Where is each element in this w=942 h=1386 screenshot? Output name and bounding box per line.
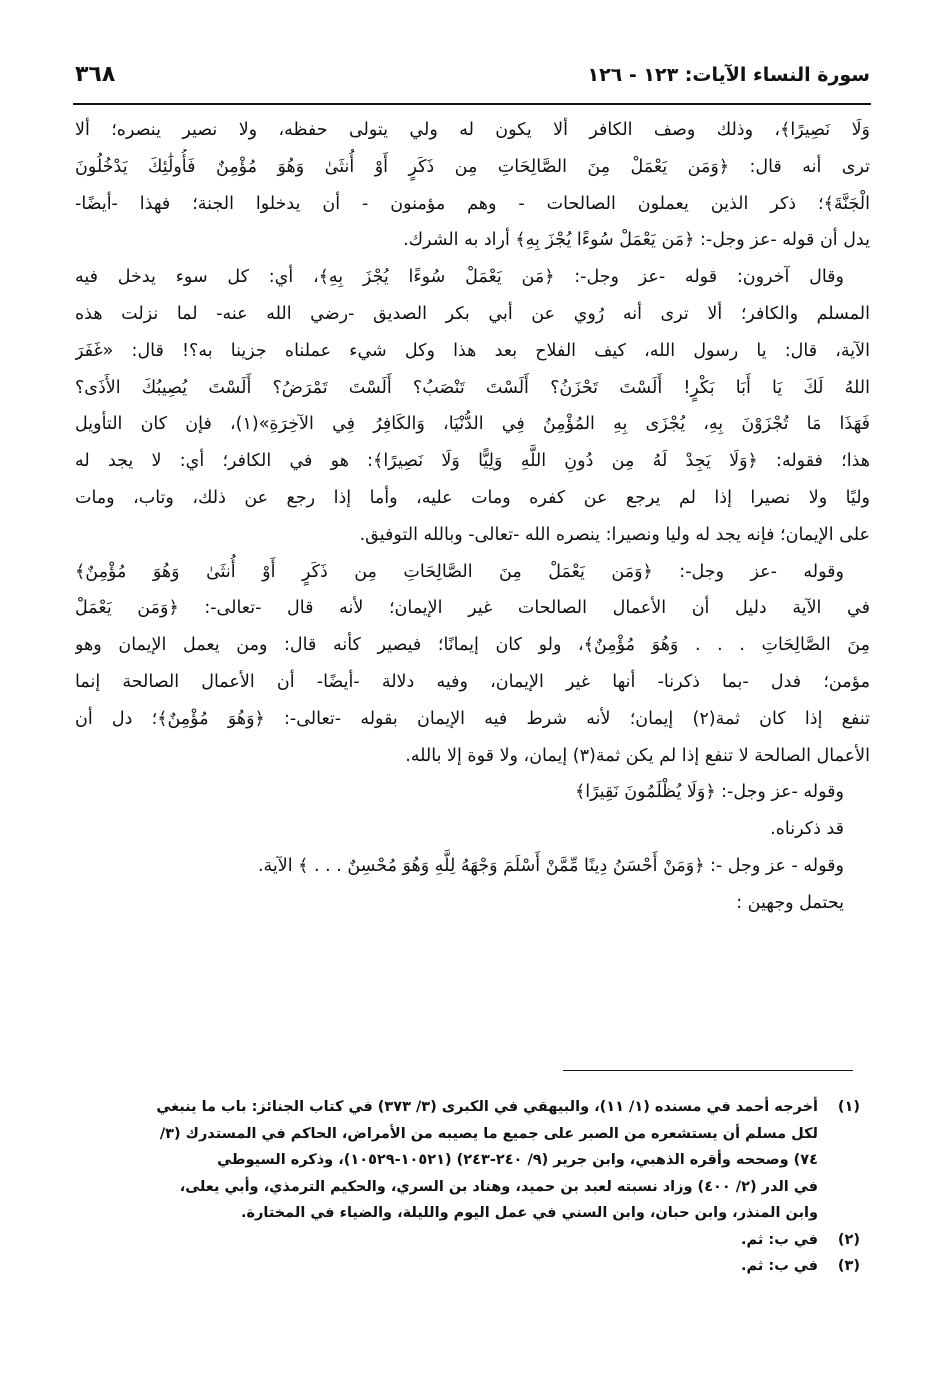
footnote-number: (٣)	[837, 1258, 860, 1274]
footnote-line: في ب: ثم.	[741, 1258, 818, 1274]
text-line: الأعمال الصالحة لا تنفع إذا لم يكن ثمة(٣) إيمان، ولا قوة إلا بالله.	[405, 745, 870, 766]
text-line: مِنَ الصَّالِحَاتِ . . . وَهُوَ مُؤْمِنٌ﴾، ولو كان إيمانًا؛ فيصير كأنه قال: ومن يعمل الإيمان وهو	[75, 635, 870, 656]
text-line: وليًا ولا نصيرا إذا لم يرجع عن كفره ومات عليه، وأما إذا رجع عن ذلك، وتاب، ومات	[75, 487, 870, 508]
text-line: الآية، قال: يا رسول الله، كيف الفلاح بعد هذا وكل شيء عملناه جزينا به؟! قال: «غَفَرَ	[75, 340, 870, 361]
text-line: المسلم والكافر؛ ألا ترى أنه رُوي عن أبي بكر الصديق -رضي الله عنه- لما نزلت هذه	[75, 303, 870, 324]
text-line: تنفع إذا كان ثمة(٢) إيمان؛ لأنه شرط فيه الإيمان بقوله -تعالى-: ﴿وَهُوَ مُؤْمِنٌ﴾؛ دل أن	[75, 708, 870, 729]
page-number: ٣٦٨	[75, 62, 116, 87]
footnote-line: لكل مسلم أن يستشعره من الصبر على جميع ما يصيبه من الأمراض، الحاكم في المستدرك (٣/	[159, 1125, 818, 1142]
text-line: هذا؛ فقوله: ﴿وَلَا يَجِدْ لَهُ مِن دُونِ اللَّهِ وَلِيًّا وَلَا نَصِيرًا﴾: هو في الكافر؛ أي: لا يجد له	[75, 451, 870, 472]
footnote-number: (٢)	[837, 1231, 860, 1248]
footnote-separator	[563, 1070, 853, 1071]
main-text	[75, 112, 870, 922]
header-rule	[73, 103, 871, 105]
text-line: فَهَذَا مَا تُجْزَوْنَ بِهِ، يُجْزَى بِهِ المُؤْمِنُ فِي الدُّنْيَا، وَالكَافِرُ فِي الآخِرَةِ»(١)، فإن كان التأويل	[75, 414, 870, 435]
text-line: قد ذكرناه.	[770, 819, 844, 840]
footnote-line: في ب: ثم.	[741, 1231, 818, 1248]
footnotes	[90, 1094, 860, 1280]
footnote-line: ٧٤) وصححه وأقره الذهبي، وابن جرير (٩/ ٢٤٠-٢٤٣) (١٠٥٢١-١٠٥٢٩)، وذكره السيوطي	[217, 1152, 818, 1168]
text-line: مؤمن؛ فدل -بما ذكرنا- أنها غير الإيمان، وفيه دلالة -أيضًا- أن الأعمال الصالحة إنما	[75, 671, 870, 692]
footnote-2	[90, 1227, 860, 1254]
text-line: وقال آخرون: قوله -عز وجل-: ﴿مَن يَعْمَلْ سُوءًا يُجْزَ بِهِ﴾، أي: كل سوء يدخل فيه	[75, 267, 844, 288]
running-header	[75, 62, 870, 96]
text-line: وقوله -عز وجل-: ﴿وَمَن يَعْمَلْ مِنَ الصَّالِحَاتِ مِن ذَكَرٍ أَوْ أُنثَىٰ وَهُوَ مُؤْمِنٌ﴾	[75, 561, 844, 582]
text-line: يحتمل وجهين :	[736, 892, 844, 913]
text-line: يدل أن قوله -عز وجل-: ﴿مَن يَعْمَلْ سُوءًا يُجْزَ بِهِ﴾ أراد به الشرك.	[403, 230, 870, 251]
running-title: سورة النساء الآيات: ١٢٣ - ١٢٦	[587, 64, 870, 86]
text-line: وقوله - عز وجل -: ﴿وَمَنْ أَحْسَنُ دِينًا مِّمَّنْ أَسْلَمَ وَجْهَهُ لِلَّهِ وَهُوَ مُحْسِنٌ . . . ﴾ الآية.	[257, 855, 844, 876]
footnote-line: أخرجه أحمد في مسنده (١/ ١١)، والبيهقي في الكبرى (٣/ ٣٧٣) في كتاب الجنائز: باب ما ينبغي	[156, 1099, 818, 1115]
text-line: على الإيمان؛ فإنه يجد له وليا ونصيرا: ينصره الله -تعالى- وبالله التوفيق.	[359, 524, 870, 545]
footnote-number: (١)	[837, 1099, 860, 1115]
footnote-1	[90, 1094, 860, 1227]
text-line: وَلَا نَصِيرًا﴾، وذلك وصف الكافر ألا يكون له ولي يتولى حفظه، ولا نصير ينصره؛ ألا	[75, 120, 870, 140]
footnote-line: في الدر (٢/ ٤٠٠) وزاد نسبته لعبد بن حميد، وهناد بن السري، والحكيم الترمذي، وأبي يعلى،	[179, 1178, 818, 1195]
text-line: ترى أنه قال: ﴿وَمَن يَعْمَلْ مِنَ الصَّالِحَاتِ مِن ذَكَرٍ أَوْ أُنثَىٰ وَهُوَ مُؤْمِنٌ فَأُولَٰئِكَ يَدْخُلُونَ	[75, 156, 870, 177]
footnote-3	[90, 1253, 860, 1280]
text-line: في الآية دليل أن الأعمال الصالحات غير الإيمان؛ لأنه قال -تعالى-: ﴿وَمَن يَعْمَلْ	[75, 598, 870, 619]
text-line: وقوله -عز وجل-: ﴿وَلَا يُظْلَمُونَ نَقِيرًا﴾	[574, 782, 844, 803]
text-line: اللهُ لَكَ يَا أَبَا بَكْرٍ! أَلَسْتَ تَحْزَنُ؟ أَلَسْتَ تَنْصَبُ؟ أَلَسْتَ تَمْرَضُ؟ أَلَسْتَ يُصِيبُكَ الأَذَى؟	[75, 377, 870, 398]
footnote-line: وابن المنذر، وابن حبان، وابن السني في عمل اليوم والليلة، والضياء في المختارة.	[240, 1205, 818, 1221]
text-line: الْجَنَّةَ﴾؛ ذكر الذين يعملون الصالحات - وهم مؤمنون - أن يدخلوا الجنة؛ فهذا -أيضًا-	[75, 193, 870, 214]
